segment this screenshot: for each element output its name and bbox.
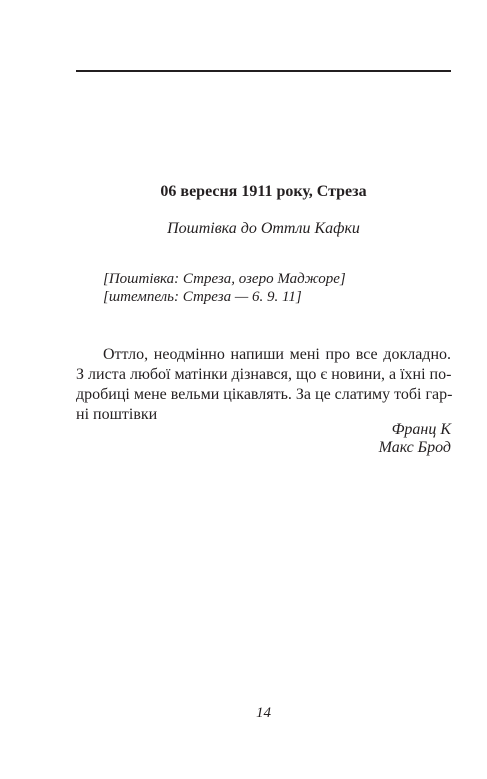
editorial-note-postcard: [Поштівка: Стреза, озеро Маджоре] [103,271,346,287]
page-number: 14 [256,705,271,721]
body-line: ні поштівки [76,406,158,423]
body-line: Оттло, неодмінно напиши мені про все докладно. [103,346,451,363]
letter-heading: 06 вересня 1911 року, Стреза [160,183,367,200]
editorial-note-postmark: [штемпель: Стреза — 6. 9. 11] [103,289,302,305]
body-line: дробиці мене вельми цікавлять. За це слатиму тобі гар- [76,386,453,403]
letter-subheading: Поштівка до Оттли Кафки [167,220,360,237]
signature-franz: Франц К [391,421,451,438]
top-rule [76,70,451,72]
signature-max: Макс Брод [378,439,451,456]
body-line: З листа любої матінки дізнався, що є новини, а їхні по- [76,366,452,383]
